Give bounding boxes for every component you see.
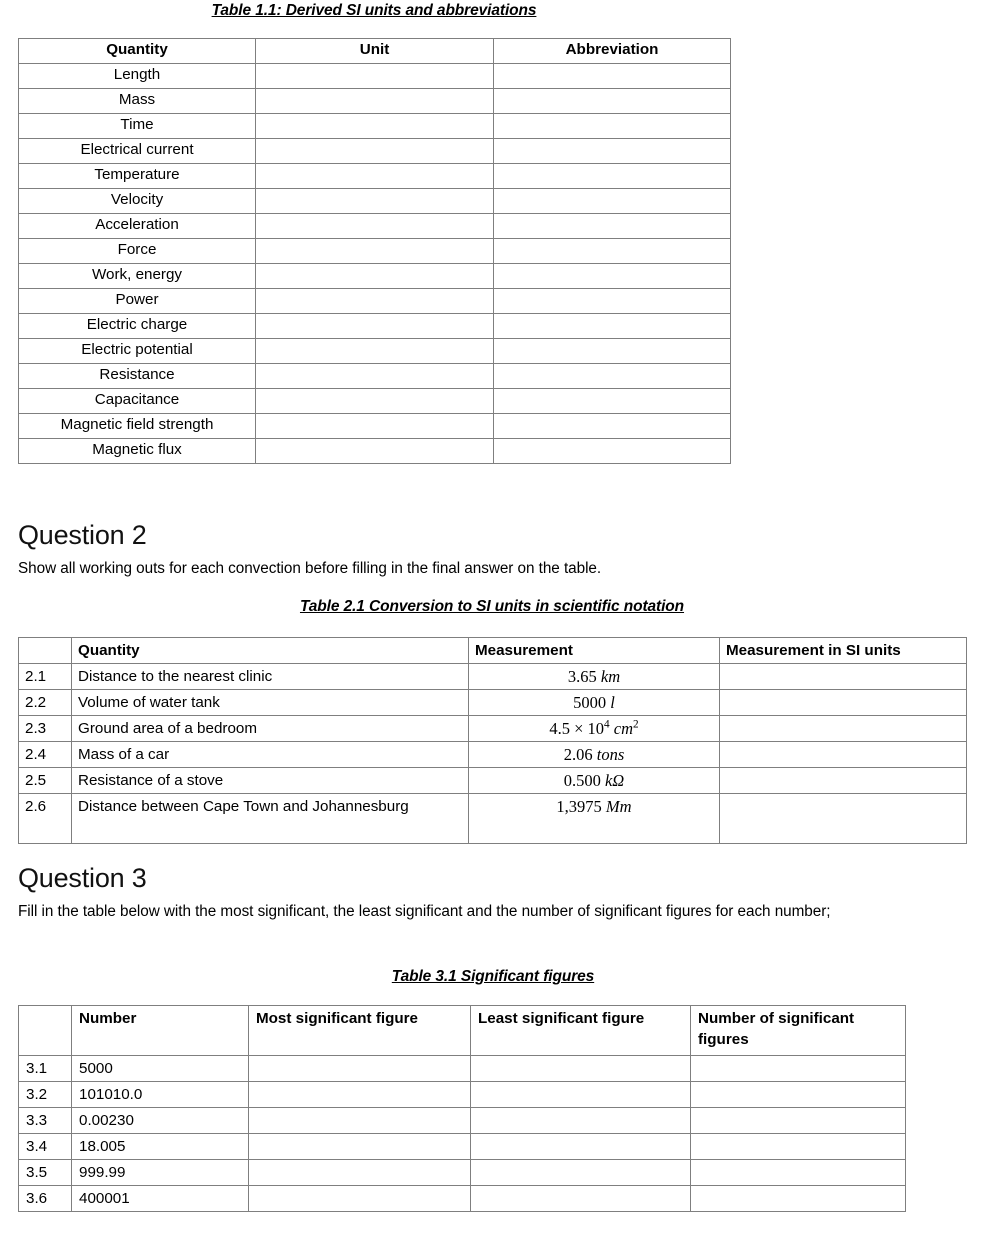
abbreviation-cell[interactable]	[494, 389, 731, 414]
most-significant-cell[interactable]	[249, 1186, 471, 1212]
number-cell: 18.005	[72, 1134, 249, 1160]
table-row	[19, 389, 731, 414]
least-significant-cell[interactable]	[471, 1186, 691, 1212]
quantity-cell: Power	[19, 289, 256, 314]
unit-cell[interactable]	[256, 239, 494, 264]
question-3-heading: Question 3	[18, 863, 147, 893]
least-significant-cell[interactable]	[471, 1082, 691, 1108]
nsf-cell[interactable]	[691, 1108, 906, 1134]
quantity-cell: Magnetic flux	[19, 439, 256, 464]
number-cell: 5000	[72, 1056, 249, 1082]
table-1-1-caption-wrap	[18, 2, 730, 20]
unit-cell[interactable]	[256, 289, 494, 314]
table-1-1-wrap	[18, 38, 731, 464]
most-significant-cell[interactable]	[249, 1082, 471, 1108]
quantity-cell: Electrical current	[19, 139, 256, 164]
row-index: 2.3	[19, 716, 72, 742]
abbreviation-cell[interactable]	[494, 239, 731, 264]
measurement-unit: cm	[613, 719, 634, 738]
table-row	[19, 114, 731, 139]
most-significant-cell[interactable]	[249, 1160, 471, 1186]
table-row	[19, 164, 731, 189]
table-row	[19, 742, 967, 768]
unit-cell[interactable]	[256, 114, 494, 139]
quantity-cell: Distance between Cape Town and Johannesburg	[72, 794, 469, 844]
abbreviation-cell[interactable]	[494, 139, 731, 164]
measurement-number: 5000	[573, 693, 607, 712]
abbreviation-cell[interactable]	[494, 264, 731, 289]
table-row	[19, 189, 731, 214]
column-header-quantity: Quantity	[72, 638, 469, 664]
row-index: 2.4	[19, 742, 72, 768]
table-3-1-wrap	[18, 1005, 906, 1212]
measurement-number: 1,3975	[556, 797, 602, 816]
abbreviation-cell[interactable]	[494, 339, 731, 364]
unit-cell[interactable]	[256, 189, 494, 214]
quantity-cell: Force	[19, 239, 256, 264]
abbreviation-cell[interactable]	[494, 89, 731, 114]
column-header-index	[19, 638, 72, 664]
quantity-cell: Electric potential	[19, 339, 256, 364]
row-index: 3.1	[19, 1056, 72, 1082]
table-row	[19, 339, 731, 364]
table-row	[19, 1056, 906, 1082]
table-row	[19, 289, 731, 314]
table-row-header	[19, 39, 731, 64]
number-cell: 999.99	[72, 1160, 249, 1186]
measurement-cell	[469, 716, 720, 742]
table-2-1-caption: Table 2.1 Conversion to SI units in scientific notation	[299, 598, 685, 615]
quantity-cell: Time	[19, 114, 256, 139]
table-3-1-caption-wrap	[18, 968, 968, 986]
abbreviation-cell[interactable]	[494, 414, 731, 439]
nsf-cell[interactable]	[691, 1082, 906, 1108]
nsf-cell[interactable]	[691, 1160, 906, 1186]
row-index: 3.5	[19, 1160, 72, 1186]
number-cell: 0.00230	[72, 1108, 249, 1134]
unit-cell[interactable]	[256, 364, 494, 389]
measurement-number: 2.06	[563, 745, 593, 764]
table-row-header	[19, 638, 967, 664]
abbreviation-cell[interactable]	[494, 439, 731, 464]
column-header-number-of-significant-figures: Number of significant figures	[691, 1006, 906, 1056]
table-row	[19, 716, 967, 742]
measurement-unit: l	[610, 693, 615, 712]
table-derived-si-units	[18, 38, 731, 464]
quantity-cell: Electric charge	[19, 314, 256, 339]
table-significant-figures	[18, 1005, 906, 1212]
quantity-cell: Resistance of a stove	[72, 768, 469, 794]
unit-cell[interactable]	[256, 439, 494, 464]
abbreviation-cell[interactable]	[494, 64, 731, 89]
measurement-unit: Mm	[605, 797, 632, 816]
abbreviation-cell[interactable]	[494, 189, 731, 214]
table-2-1-caption-wrap	[18, 598, 966, 616]
table-conversion-si-units	[18, 637, 967, 844]
measurement-cell	[469, 690, 720, 716]
quantity-cell: Ground area of a bedroom	[72, 716, 469, 742]
table-row	[19, 139, 731, 164]
most-significant-cell[interactable]	[249, 1134, 471, 1160]
column-header-number: Number	[72, 1006, 249, 1056]
least-significant-cell[interactable]	[471, 1108, 691, 1134]
least-significant-cell[interactable]	[471, 1056, 691, 1082]
nsf-cell[interactable]	[691, 1186, 906, 1212]
row-index: 2.6	[19, 794, 72, 844]
quantity-cell: Work, energy	[19, 264, 256, 289]
abbreviation-cell[interactable]	[494, 289, 731, 314]
unit-cell[interactable]	[256, 414, 494, 439]
quantity-cell: Mass	[19, 89, 256, 114]
row-index: 3.2	[19, 1082, 72, 1108]
quantity-cell: Magnetic field strength	[19, 414, 256, 439]
column-header-measurement-si: Measurement in SI units	[720, 638, 967, 664]
unit-cell[interactable]	[256, 64, 494, 89]
table-2-1-wrap	[18, 637, 967, 844]
table-1-1-caption: Table 1.1: Derived SI units and abbreviations	[211, 2, 537, 19]
quantity-cell: Acceleration	[19, 214, 256, 239]
question-3-body: Fill in the table below with the most significant, the least significant and the number of significant figures for each number;	[18, 903, 831, 920]
table-row	[19, 1082, 906, 1108]
question-2-body: Show all working outs for each convection before filling in the final answer on the table.	[18, 560, 602, 577]
row-index: 3.4	[19, 1134, 72, 1160]
table-row	[19, 314, 731, 339]
abbreviation-cell[interactable]	[494, 164, 731, 189]
row-index: 2.5	[19, 768, 72, 794]
quantity-cell: Distance to the nearest clinic	[72, 664, 469, 690]
quantity-cell: Temperature	[19, 164, 256, 189]
unit-cell[interactable]	[256, 389, 494, 414]
number-cell: 400001	[72, 1186, 249, 1212]
quantity-cell: Resistance	[19, 364, 256, 389]
column-header-least-significant: Least significant figure	[471, 1006, 691, 1056]
unit-cell[interactable]	[256, 89, 494, 114]
table-row	[19, 794, 967, 844]
table-row	[19, 89, 731, 114]
measurement-unit: kΩ	[604, 771, 625, 790]
unit-cell[interactable]	[256, 214, 494, 239]
quantity-cell: Volume of water tank	[72, 690, 469, 716]
number-cell: 101010.0	[72, 1082, 249, 1108]
table-row	[19, 768, 967, 794]
table-row	[19, 364, 731, 389]
table-row	[19, 439, 731, 464]
quantity-cell: Capacitance	[19, 389, 256, 414]
measurement-cell	[469, 794, 720, 844]
table-3-1-caption: Table 3.1 Significant figures	[391, 968, 595, 985]
column-header-measurement: Measurement	[469, 638, 720, 664]
unit-cell[interactable]	[256, 339, 494, 364]
measurement-number: 3.65	[567, 667, 597, 686]
unit-cell[interactable]	[256, 264, 494, 289]
nsf-cell[interactable]	[691, 1056, 906, 1082]
si-answer-cell[interactable]	[720, 794, 967, 844]
column-header-unit: Unit	[256, 39, 494, 64]
quantity-cell: Velocity	[19, 189, 256, 214]
measurement-number: 0.500	[563, 771, 601, 790]
si-answer-cell[interactable]	[720, 716, 967, 742]
most-significant-cell[interactable]	[249, 1056, 471, 1082]
si-answer-cell[interactable]	[720, 690, 967, 716]
table-row	[19, 1186, 906, 1212]
table-row	[19, 264, 731, 289]
measurement-cell	[469, 742, 720, 768]
most-significant-cell[interactable]	[249, 1108, 471, 1134]
table-row-header	[19, 1006, 906, 1056]
measurement-unit: km	[600, 667, 621, 686]
least-significant-cell[interactable]	[471, 1160, 691, 1186]
table-row	[19, 214, 731, 239]
measurement-unit-exponent: 2	[633, 718, 639, 731]
si-answer-cell[interactable]	[720, 742, 967, 768]
unit-cell[interactable]	[256, 314, 494, 339]
question-2-heading: Question 2	[18, 520, 147, 550]
measurement-unit: tons	[596, 745, 625, 764]
table-row	[19, 64, 731, 89]
table-row	[19, 414, 731, 439]
table-row	[19, 1134, 906, 1160]
measurement-cell	[469, 664, 720, 690]
column-header-quantity: Quantity	[19, 39, 256, 64]
abbreviation-cell[interactable]	[494, 364, 731, 389]
column-header-index	[19, 1006, 72, 1056]
measurement-number: 4.5 × 10	[549, 719, 605, 738]
row-index: 3.3	[19, 1108, 72, 1134]
row-index: 2.2	[19, 690, 72, 716]
least-significant-cell[interactable]	[471, 1134, 691, 1160]
row-index: 2.1	[19, 664, 72, 690]
nsf-cell[interactable]	[691, 1134, 906, 1160]
abbreviation-cell[interactable]	[494, 314, 731, 339]
table-row	[19, 664, 967, 690]
column-header-abbreviation: Abbreviation	[494, 39, 731, 64]
si-answer-cell[interactable]	[720, 768, 967, 794]
column-header-most-significant: Most significant figure	[249, 1006, 471, 1056]
table-row	[19, 1160, 906, 1186]
table-row	[19, 1108, 906, 1134]
table-row	[19, 239, 731, 264]
measurement-exponent: 4	[604, 718, 610, 731]
quantity-cell: Length	[19, 64, 256, 89]
table-row	[19, 690, 967, 716]
abbreviation-cell[interactable]	[494, 114, 731, 139]
si-answer-cell[interactable]	[720, 664, 967, 690]
measurement-cell	[469, 768, 720, 794]
row-index: 3.6	[19, 1186, 72, 1212]
unit-cell[interactable]	[256, 164, 494, 189]
abbreviation-cell[interactable]	[494, 214, 731, 239]
unit-cell[interactable]	[256, 139, 494, 164]
quantity-cell: Mass of a car	[72, 742, 469, 768]
